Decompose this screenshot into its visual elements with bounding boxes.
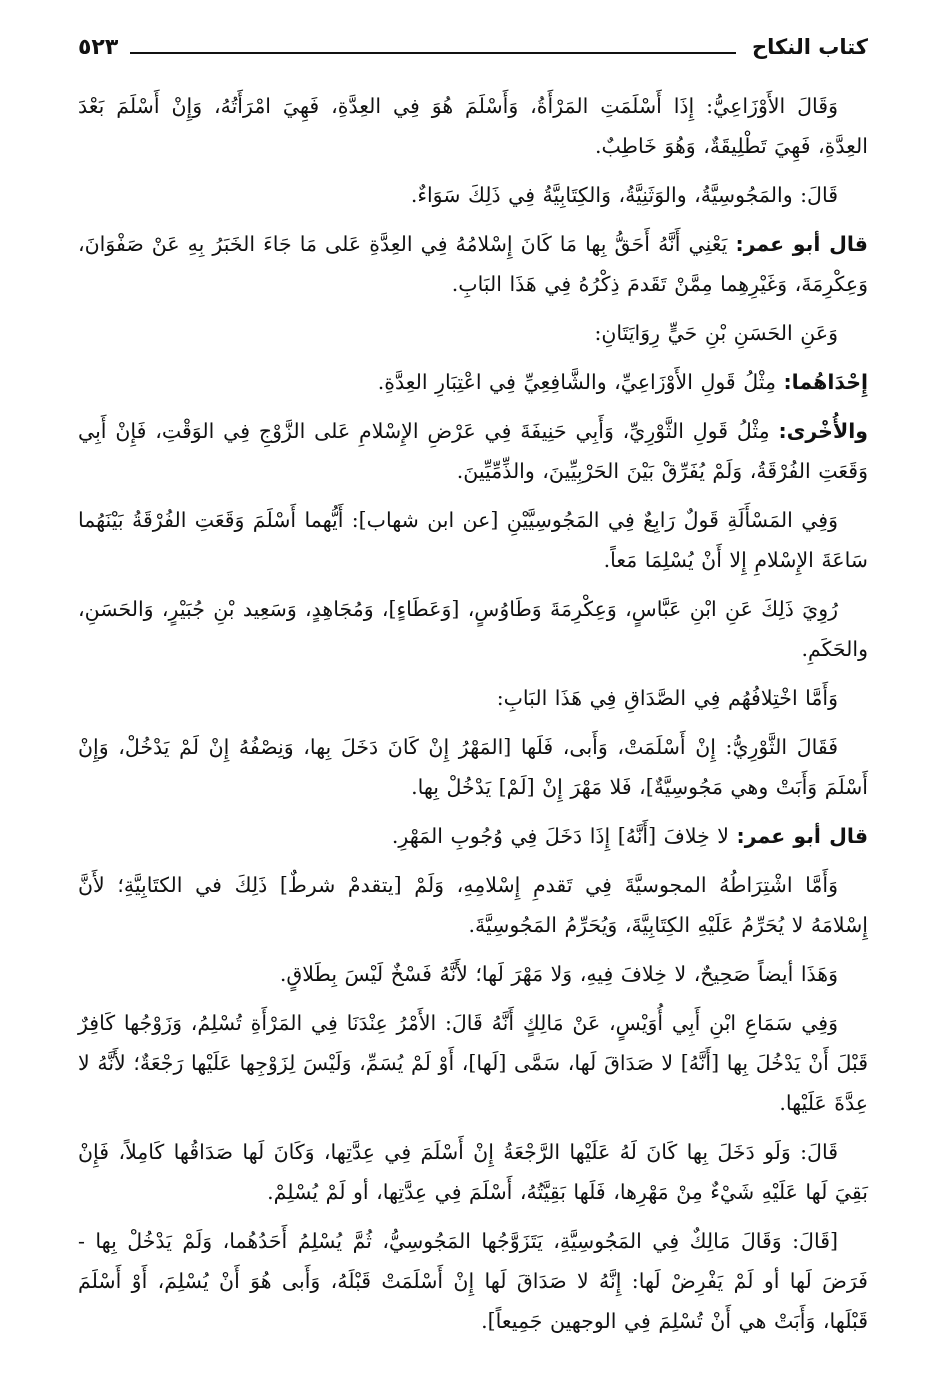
paragraph-9: وَأَمَّا اخْتِلافُهُم فِي الصَّدَاقِ فِي هَذَا البَابِ: [496,686,838,710]
paragraph-15: قَالَ: وَلَو دَخَلَ بِها كَانَ لَهُ عَلَيْها الرَّجْعَةُ إِنْ أَسْلَمَ فِي عِدَّتِها، وَكَانَ لَها صَدَاقُها كَامِلاً، فَإِنْ بَقِيَ لَها عَلَيْهِ شَيْءٌ مِنْ مَهْرِها، فَلَها بَقِيَّتُهُ، أَسْلَمَ فِي عِدَّتِها، أو لَمْ يُسْلِمْ. [78,1140,868,1204]
paragraph-11: قال أبو عمر: لا خِلافَ [أَنَّهُ] إِذَا دَخَلَ فِي وُجُوبِ المَهْرِ. [391,824,868,848]
header-rule [130,52,736,54]
page-body [78,86,868,1341]
paragraph-6: والأُخْرى: مِثْلُ قَولِ الثَّوْرِيِّ، وَأَبِي حَنِيفَةَ فِي عَرْضِ الإِسْلامِ عَلى الزَّوْجِ فِي الوَقْتِ، فَإِنْ أَبِي وَقَعَتِ الفُرْقَةُ، وَلَمْ يُفَرِّقْ بَيْنَ الحَرْبِيِّينَ، والذِّمِّيِّينَ. [78,419,868,483]
paragraph-13: وَهَذَا أيضاً صَحِيحٌ، لا خِلافَ فِيهِ، وَلا مَهْرَ لَها؛ لأَنَّهُ فَسْخٌ لَيْسَ بِطَلاقٍ. [279,962,838,986]
speaker-label: والأُخْرى: [778,419,868,443]
paragraph-8: رُوِيَ ذَلِكَ عَنِ ابْنِ عَبَّاسٍ، وَعِكْرِمَةَ وَطَاوُسٍ، [وَعَطَاءٍ]، وَمُجَاهِدٍ، وَسَعِيد بْنِ جُبَيْرٍ، وَالحَسَنِ، والحَكَمِ. [78,597,868,661]
speaker-label: قال أبو عمر: [735,232,868,256]
running-title: كتاب النكاح [752,35,868,59]
speaker-label: قال أبو عمر: [736,824,868,848]
paragraph-7: وَفِي المَسْأَلَةِ قَولٌ رَابِعٌ فِي المَجُوسِيَّيْنِ [عن ابن شهاب]: أَيُّهما أَسْلَمَ وَقَعَتِ الفُرْقَةُ بَيْنَهُما سَاعَةَ الإِسْلامِ إِلا أَنْ يُسْلِمَا مَعاً. [78,508,868,572]
paragraph-16: [قَالَ: وَقَالَ مَالِكٌ فِي المَجُوسِيَّةِ، يَتَزَوَّجُها المَجُوسِيُّ، ثُمَّ يُسْلِمُ أَحَدُهُما، وَلَمْ يَدْخُلْ بِها - فَرَضَ لَها أو لَمْ يَفْرِضْ لَها: إِنَّهُ لا صَدَاقَ لَها إِنْ أَسْلَمَتْ قَبْلَهُ، وَأَبى هُوَ أَنْ يُسْلِمَ، أَوْ أَسْلَمَ قَبْلَها، وَأَبَتْ هي أَنْ تُسْلِمَ فِي الوجهين جَمِيعاً]. [78,1229,868,1333]
speaker-label: إِحْدَاهُما: [783,370,868,394]
paragraph-4: وَعَنِ الحَسَنِ بْنِ حَيٍّ رِوَايَتَانِ: [594,321,838,345]
paragraph-2: قَالَ: والمَجُوسِيَّةُ، والوَثَنِيَّةُ، وَالكِتَابِيَّةُ فِي ذَلِكَ سَوَاءٌ. [410,183,838,207]
book-page [78,30,868,1370]
paragraph-10: فَقَالَ الثَّوْرِيُّ: إِنْ أَسْلَمَتْ، وَأَبى، فَلَها [المَهْرُ إِنْ كَانَ دَخَلَ بِها، وَنِصْفُهُ إِنْ لَمْ يَدْخُلْ، وَإِنْ أَسْلَمَ وَأَبَتْ وهي مَجُوسِيَّةٌ]، فَلا مَهْرَ إِنْ [لَمْ] يَدْخُلْ بِها. [78,735,868,799]
paragraph-5: إِحْدَاهُما: مِثْلُ قَولِ الأَوْزَاعِيِّ، والشَّافِعِيِّ فِي اعْتِبَارِ العِدَّةِ. [377,370,868,394]
page-header [78,30,868,64]
paragraph-3: قال أبو عمر: يَعْنِي أَنَّهُ أَحَقُّ بِها مَا كَانَ إِسْلامُهُ فِي العِدَّةِ عَلى مَا جَاءَ الخَبَرُ بِهِ عَنْ صَفْوَانَ، وَعِكْرِمَةَ، وَغَيْرِهِما مِمَّنْ تَقَدمَ ذِكْرُهُ فِي هَذَا البَابِ. [78,232,868,296]
paragraph-14: وَفِي سَمَاعِ ابْنِ أَبِي أُوَيْسٍ، عَنْ مَالِكٍ أَنَّهُ قَالَ: الأَمْرُ عِنْدَنَا فِي المَرْأَةِ تُسْلِمُ، وَزَوْجُها كَافِرٌ قَبْلَ أَنْ يَدْخُلَ بِها [أَنَّهُ] لا صَدَاقَ لَها، سَمَّى [لَها]، أَوْ لَمْ يُسَمِّ، وَلَيْسَ لِزَوْجِها عَلَيْها رَجْعَةٌ؛ لأَنَّهُ لا عِدَّةَ عَلَيْها. [78,1011,868,1115]
paragraph-12: وَأَمَّا اشْتِرَاطُهُ المجوسيَّةَ فِي تَقدمِ إِسْلامِهِ، وَلَمْ [يتقدمْ شرطٌ] ذَلِكَ في الكتَابِيَّةِ؛ لأَنَّ إِسْلامَهُ لا يُحَرِّمُ عَلَيْهِ الكِتَابِيَّةَ، وَيُحَرِّمُ المَجُوسِيَّةَ. [78,873,868,937]
paragraph-1: وَقَالَ الأَوْزَاعِيُّ: إِذَا أَسْلَمَتِ المَرْأَةُ، وَأَسْلَمَ هُوَ فِي العِدَّةِ، فَهِيَ امْرَأَتُهُ، وَإِنْ أَسْلَمَ بَعْدَ العِدَّةِ، فَهِيَ تَطْلِيقَةٌ، وَهُوَ خَاطِبٌ. [78,94,868,158]
page-number: ٥٢٣ [78,34,119,60]
